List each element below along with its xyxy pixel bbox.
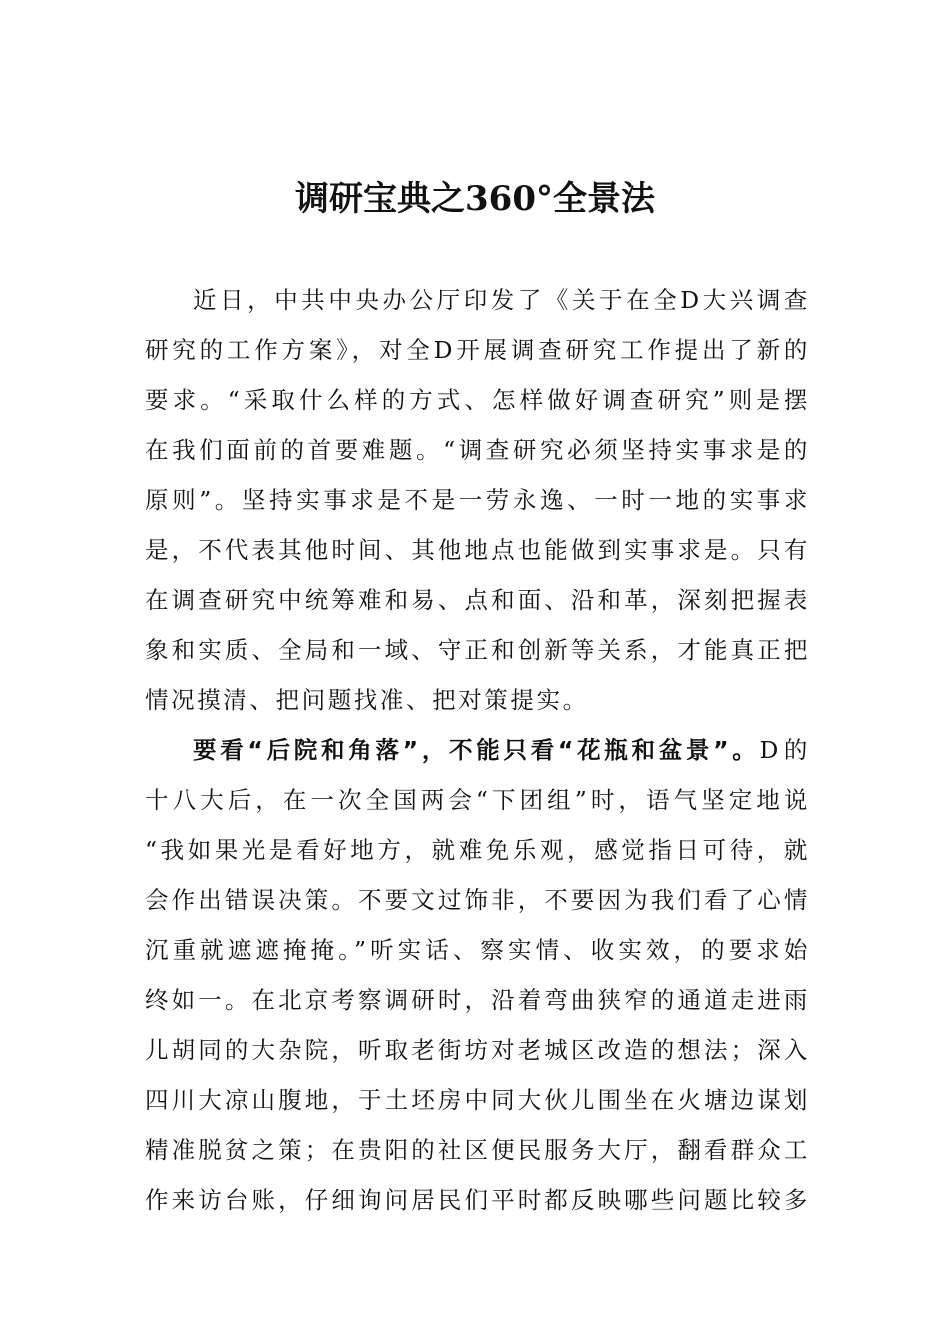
paragraph-line: 原则”。坚持实事求是不是一劳永逸、一时一地的实事求 xyxy=(145,486,810,514)
paragraph-line: 十八大后，在一次全国两会“下团组”时，语气坚定地说 xyxy=(145,786,810,814)
paragraph-line: 在调查研究中统筹难和易、点和面、沿和革，深刻把握表 xyxy=(145,586,810,614)
paragraph-line: 近日，中共中央办公厅印发了《关于在全D大兴调查 xyxy=(193,286,810,314)
paragraph-line: 精准脱贫之策；在贵阳的社区便民服务大厅，翻看群众工 xyxy=(145,1136,810,1164)
paragraph-line: 沉重就遮遮掩掩。”听实话、察实情、收实效，的要求始 xyxy=(145,936,810,964)
paragraph-first-line-rest: D的 xyxy=(759,736,810,764)
paragraph-line: 象和实质、全局和一域、守正和创新等关系，才能真正把 xyxy=(145,636,810,664)
paragraph-line: 作来访台账，仔细询问居民们平时都反映哪些问题比较多 xyxy=(145,1186,810,1214)
document-title: 调研宝典之360°全景法 xyxy=(295,179,655,219)
paragraph-line: 在我们面前的首要难题。“调查研究必须坚持实事求是的 xyxy=(145,436,810,464)
paragraph-line: 是，不代表其他时间、其他地点也能做到实事求是。只有 xyxy=(145,536,810,564)
paragraph-line: “我如果光是看好地方，就难免乐观，感觉指日可待，就 xyxy=(145,836,810,864)
paragraph-line: 情况摸清、把问题找准、把对策提实。 xyxy=(145,686,589,714)
paragraph-line: 终如一。在北京考察调研时，沿着弯曲狭窄的通道走进雨 xyxy=(145,986,810,1014)
paragraph-1 xyxy=(145,275,810,725)
paragraph-line: 要求。“采取什么样的方式、怎样做好调查研究”则是摆 xyxy=(145,386,810,414)
paragraph-line: 会作出错误决策。不要文过饰非，不要因为我们看了心情 xyxy=(145,886,810,914)
paragraph-2 xyxy=(145,725,810,1225)
paragraph-line: 研究的工作方案》，对全D开展调查研究工作提出了新的 xyxy=(145,336,810,364)
paragraph-line: 四川大凉山腹地，于土坯房中同大伙儿围坐在火塘边谋划 xyxy=(145,1086,810,1114)
paragraph-heading: 要看“后院和角落”，不能只看“花瓶和盆景”。 xyxy=(193,736,760,764)
paragraph-first-line xyxy=(145,725,810,775)
paragraph-line: 儿胡同的大杂院，听取老街坊对老城区改造的想法；深入 xyxy=(145,1036,810,1064)
